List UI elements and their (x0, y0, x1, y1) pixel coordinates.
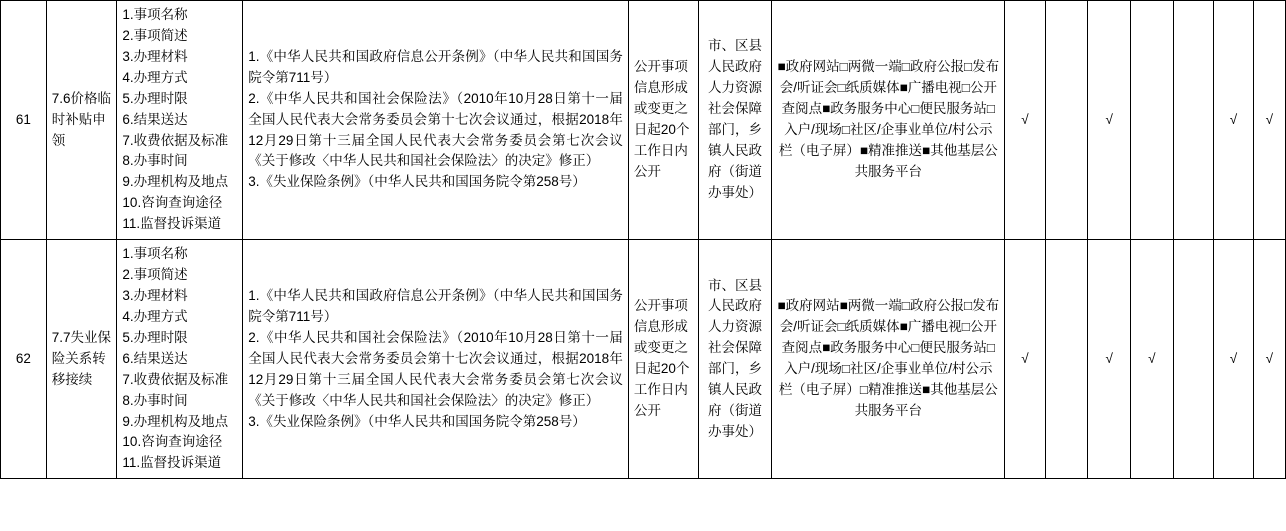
row-mark (1045, 1, 1088, 240)
row-mark: √ (1214, 240, 1254, 479)
content-line: 2.事项简述 (122, 27, 188, 43)
content-line: 9.办理机构及地点 (122, 174, 229, 190)
legal-basis-paragraph: 2.《中华人民共和国社会保险法》（2010年10月28日第十一届全国人民代表大会常务委员会第十七次会议通过，根据2018年12月29日第十三届全国人民代表大会常务委员会第七次会议《关于修改〈中华人民共和国社会保险法〉的决定》修正） (248, 329, 623, 408)
row-mark: √ (1088, 240, 1131, 479)
content-line: 11.监督投诉渠道 (122, 455, 222, 471)
row-time-limit: 公开事项信息形成或变更之日起20个工作日内公开 (628, 1, 698, 240)
row-mark: √ (1131, 240, 1174, 479)
content-line: 10.咨询查询途径 (122, 195, 223, 211)
content-line: 6.结果送达 (122, 111, 188, 127)
row-legal-basis (243, 240, 629, 479)
row-mark (1045, 240, 1088, 479)
content-line: 11.监督投诉渠道 (122, 216, 222, 232)
row-channels: ■政府网站□两微一端□政府公报□发布会/听证会□纸质媒体■广播电视□公开查阅点■政务服务中心□便民服务站□入户/现场□社区/企事业单位/村公示栏（电子屏）■精准推送■其他基层公共服务平台 (772, 1, 1005, 240)
content-line: 5.办理时限 (122, 90, 188, 106)
row-mark: √ (1005, 240, 1046, 479)
row-mark: √ (1214, 1, 1254, 240)
row-time-limit: 公开事项信息形成或变更之日起20个工作日内公开 (628, 240, 698, 479)
row-organization: 市、区县人民政府人力资源社会保障部门，乡镇人民政府（街道办事处） (698, 240, 772, 479)
content-line: 1.事项名称 (122, 246, 188, 262)
content-line: 7.收费依据及标准 (122, 371, 229, 387)
row-index: 62 (1, 240, 47, 479)
row-mark: √ (1088, 1, 1131, 240)
row-content-list (117, 1, 243, 240)
row-mark (1131, 1, 1174, 240)
row-mark: √ (1005, 1, 1046, 240)
row-item-name: 7.7失业保险关系转移接续 (46, 240, 117, 479)
content-line: 3.办理材料 (122, 48, 188, 64)
row-mark: √ (1253, 240, 1285, 479)
row-index: 61 (1, 1, 47, 240)
content-line: 8.办事时间 (122, 153, 188, 169)
row-content-list (117, 240, 243, 479)
content-line: 1.事项名称 (122, 7, 188, 22)
legal-basis-paragraph: 1.《中华人民共和国政府信息公开条例》（中华人民共和国国务院令第711号） (248, 287, 623, 324)
row-item-name: 7.6价格临时补贴申领 (46, 1, 117, 240)
content-line: 4.办理方式 (122, 308, 188, 324)
legal-basis-paragraph: 3.《失业保险条例》（中华人民共和国国务院令第258号） (248, 174, 586, 190)
content-line: 6.结果送达 (122, 350, 188, 366)
row-mark (1173, 240, 1214, 479)
content-line: 8.办事时间 (122, 392, 188, 408)
content-line: 7.收费依据及标准 (122, 132, 229, 148)
table-row (1, 1, 1286, 240)
content-line: 10.咨询查询途径 (122, 434, 223, 450)
content-line: 4.办理方式 (122, 69, 188, 85)
table-row (1, 240, 1286, 479)
row-mark: √ (1253, 1, 1285, 240)
legal-basis-paragraph: 1.《中华人民共和国政府信息公开条例》（中华人民共和国国务院令第711号） (248, 48, 623, 85)
content-line: 2.事项简述 (122, 267, 188, 283)
row-organization: 市、区县人民政府人力资源社会保障部门，乡镇人民政府（街道办事处） (698, 1, 772, 240)
row-mark (1173, 1, 1214, 240)
row-legal-basis (243, 1, 629, 240)
row-channels: ■政府网站■两微一端□政府公报□发布会/听证会□纸质媒体■广播电视□公开查阅点■政务服务中心□便民服务站□入户/现场□社区/企事业单位/村公示栏（电子屏）□精准推送■其他基层公共服务平台 (772, 240, 1005, 479)
content-line: 9.办理机构及地点 (122, 413, 229, 429)
legal-basis-paragraph: 2.《中华人民共和国社会保险法》（2010年10月28日第十一届全国人民代表大会常务委员会第十七次会议通过，根据2018年12月29日第十三届全国人民代表大会常务委员会第七次会议《关于修改〈中华人民共和国社会保险法〉的决定》修正） (248, 90, 623, 169)
content-line: 5.办理时限 (122, 329, 188, 345)
content-line: 3.办理材料 (122, 287, 188, 303)
legal-basis-paragraph: 3.《失业保险条例》（中华人民共和国国务院令第258号） (248, 413, 586, 429)
